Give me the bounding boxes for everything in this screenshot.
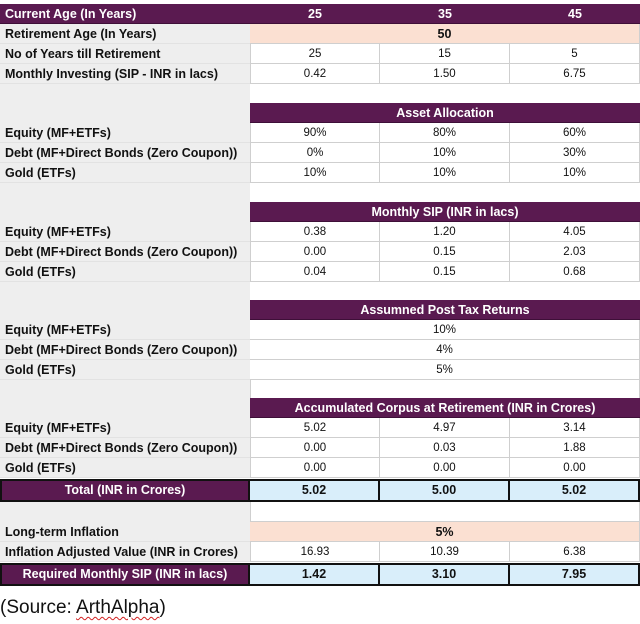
- header-age-1: 25: [250, 4, 380, 24]
- spacer-row: [0, 502, 640, 522]
- years-value-1: 25: [250, 44, 380, 64]
- years-label: No of Years till Retirement: [0, 44, 250, 64]
- sip-label: Equity (MF+ETFs): [0, 222, 250, 242]
- allocation-value: 90%: [250, 123, 380, 143]
- total-label: Total (INR in Crores): [0, 479, 250, 502]
- total-value: 5.00: [380, 479, 510, 502]
- corpus-value: 0.03: [380, 438, 510, 458]
- inflation-label: Long-term Inflation: [0, 522, 250, 542]
- allocation-label: Gold (ETFs): [0, 163, 250, 183]
- allocation-value: 10%: [510, 163, 640, 183]
- spacer-left: [0, 183, 250, 203]
- spacer-left: [0, 202, 250, 222]
- returns-row: [0, 340, 640, 360]
- years-row: [0, 44, 640, 64]
- spacer-left: [0, 502, 250, 522]
- allocation-value: 60%: [510, 123, 640, 143]
- sip-value: 0.15: [380, 262, 510, 282]
- allocation-value: 0%: [250, 143, 380, 163]
- corpus-value: 4.97: [380, 418, 510, 438]
- source-name: ArthAlpha: [76, 597, 160, 618]
- corpus-title: Accumulated Corpus at Retirement (INR in Crores): [250, 398, 640, 418]
- inflation-value: 5%: [250, 522, 640, 542]
- returns-label: Debt (MF+Direct Bonds (Zero Coupon)): [0, 340, 250, 360]
- investing-value-3: 6.75: [510, 64, 640, 84]
- sip-value: 1.20: [380, 222, 510, 242]
- returns-row: [0, 320, 640, 340]
- sip-value: 0.04: [250, 262, 380, 282]
- allocation-title: Asset Allocation: [250, 103, 640, 123]
- retirement-value: 50: [250, 24, 640, 44]
- header-label: Current Age (In Years): [0, 4, 250, 24]
- total-value: 5.02: [510, 479, 640, 502]
- returns-title: Assumned Post Tax Returns: [250, 300, 640, 320]
- corpus-value: 0.00: [250, 458, 380, 478]
- allocation-row: [0, 163, 640, 183]
- investing-row: [0, 64, 640, 84]
- spacer-cells: [250, 502, 640, 522]
- spacer-left: [0, 103, 250, 123]
- returns-label: Equity (MF+ETFs): [0, 320, 250, 340]
- sip-row: [0, 222, 640, 242]
- spacer-row: [0, 282, 640, 302]
- returns-value: 5%: [250, 360, 640, 380]
- source-prefix: (Source:: [0, 597, 77, 618]
- inflation-adjusted-row: [0, 542, 640, 562]
- corpus-value: 1.88: [510, 438, 640, 458]
- allocation-value: 10%: [380, 143, 510, 163]
- sip-value: 0.38: [250, 222, 380, 242]
- allocation-title-row: [0, 103, 640, 123]
- required-sip-value: 3.10: [380, 563, 510, 586]
- allocation-value: 80%: [380, 123, 510, 143]
- corpus-row: [0, 458, 640, 478]
- sip-value: 0.00: [250, 242, 380, 262]
- total-value: 5.02: [250, 479, 380, 502]
- returns-row: [0, 360, 640, 380]
- corpus-value: 5.02: [250, 418, 380, 438]
- spacer-left: [0, 300, 250, 320]
- inflation-row: [0, 522, 640, 542]
- allocation-value: 10%: [250, 163, 380, 183]
- spacer-left: [0, 380, 250, 400]
- corpus-value: 0.00: [250, 438, 380, 458]
- inflation-adjusted-value: 6.38: [510, 542, 640, 562]
- sip-label: Debt (MF+Direct Bonds (Zero Coupon)): [0, 242, 250, 262]
- sip-value: 2.03: [510, 242, 640, 262]
- spacer-row: [0, 380, 640, 400]
- corpus-label: Gold (ETFs): [0, 458, 250, 478]
- spacer-row: [0, 84, 640, 104]
- allocation-label: Debt (MF+Direct Bonds (Zero Coupon)): [0, 143, 250, 163]
- corpus-row: [0, 438, 640, 458]
- allocation-row: [0, 123, 640, 143]
- required-sip-row: [0, 563, 640, 586]
- sip-row: [0, 242, 640, 262]
- spacer-row: [0, 183, 640, 203]
- investing-value-1: 0.42: [250, 64, 380, 84]
- required-sip-label: Required Monthly SIP (INR in lacs): [0, 563, 250, 586]
- inflation-adjusted-value: 16.93: [250, 542, 380, 562]
- corpus-title-row: [0, 398, 640, 418]
- corpus-label: Debt (MF+Direct Bonds (Zero Coupon)): [0, 438, 250, 458]
- sip-value: 0.68: [510, 262, 640, 282]
- allocation-row: [0, 143, 640, 163]
- allocation-value: 10%: [380, 163, 510, 183]
- corpus-value: 3.14: [510, 418, 640, 438]
- spacer-left: [0, 84, 250, 104]
- sip-row: [0, 262, 640, 282]
- corpus-value: 0.00: [510, 458, 640, 478]
- corpus-value: 0.00: [380, 458, 510, 478]
- required-sip-value: 7.95: [510, 563, 640, 586]
- spacer-left: [0, 282, 250, 302]
- header-age-3: 45: [510, 4, 640, 24]
- sip-value: 4.05: [510, 222, 640, 242]
- required-sip-value: 1.42: [250, 563, 380, 586]
- spacer-left: [0, 398, 250, 418]
- total-row: [0, 479, 640, 502]
- inflation-adjusted-value: 10.39: [380, 542, 510, 562]
- sip-value: 0.15: [380, 242, 510, 262]
- years-value-2: 15: [380, 44, 510, 64]
- years-value-3: 5: [510, 44, 640, 64]
- retirement-row: [0, 24, 640, 44]
- spacer-cells: [250, 380, 640, 400]
- sip-label: Gold (ETFs): [0, 262, 250, 282]
- allocation-label: Equity (MF+ETFs): [0, 123, 250, 143]
- header-row: [0, 4, 640, 24]
- returns-value: 10%: [250, 320, 640, 340]
- corpus-row: [0, 418, 640, 438]
- sip-title-row: [0, 202, 640, 222]
- source-suffix: ): [159, 597, 166, 618]
- returns-title-row: [0, 300, 640, 320]
- returns-value: 4%: [250, 340, 640, 360]
- investing-label: Monthly Investing (SIP - INR in lacs): [0, 64, 250, 84]
- corpus-label: Equity (MF+ETFs): [0, 418, 250, 438]
- inflation-adjusted-label: Inflation Adjusted Value (INR in Crores): [0, 542, 250, 562]
- investing-value-2: 1.50: [380, 64, 510, 84]
- header-age-2: 35: [380, 4, 510, 24]
- source-caption: [0, 597, 166, 619]
- returns-label: Gold (ETFs): [0, 360, 250, 380]
- allocation-value: 30%: [510, 143, 640, 163]
- sip-title: Monthly SIP (INR in lacs): [250, 202, 640, 222]
- retirement-label: Retirement Age (In Years): [0, 24, 250, 44]
